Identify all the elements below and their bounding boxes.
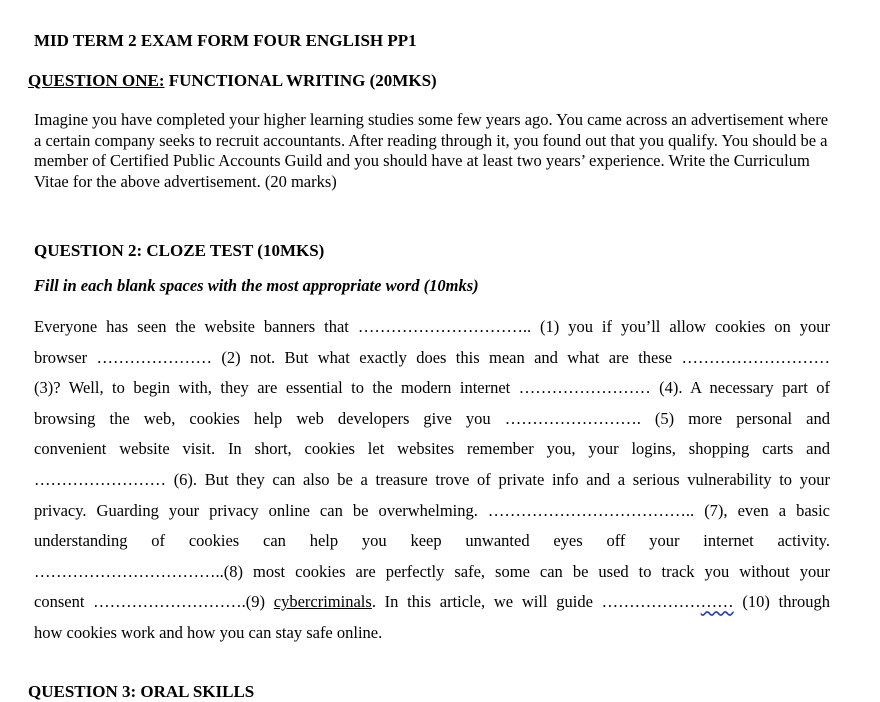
question-three-heading: QUESTION 3: ORAL SKILLS [28,682,255,701]
cloze-line: (3)? Well, to begin with, they are essential to the modern internet …………………… (4). A necessary part of [34,378,830,398]
exam-title: MID TERM 2 EXAM FORM FOUR ENGLISH PP1 [34,31,417,50]
question-one-heading [28,71,437,91]
cloze-line: privacy. Guarding your privacy online can be overwhelming. ……………………………….. (7), even a basic [34,500,830,520]
cloze-line: Everyone has seen the website banners that ………………………….. (1) you if you’ll allow cookies on your [34,317,830,336]
cloze-line-last: how cookies work and how you can stay safe online. [34,622,383,642]
question-one-heading-rest: FUNCTIONAL WRITING (20MKS) [164,71,437,90]
cloze-line: …………………… (6). But they can also be a treasure trove of private info and a serious vulnerability to your [34,469,830,489]
cloze-line: understanding of cookies can help you keep unwanted eyes off your internet activity. [34,531,830,551]
cloze-passage [34,312,830,649]
cloze-line: browsing the web, cookies help web developers give you ……………………. (5) more personal and [34,408,830,428]
question-two-heading: QUESTION 2: CLOZE TEST (10MKS) [34,241,325,260]
cloze-line-10-part-c: . In this article, we will guide ……………… [371,592,701,612]
cloze-line [34,587,830,618]
cloze-line-10-part-e: (10) through [733,592,830,612]
question-one-body: Imagine you have completed your higher learning studies some few years ago. You came across an advertisement where a certain company seeks to recruit accountants. After reading through it, you found out that you qualify. You should be a member of Certified Public Accounts Guild and you should have at least two years’ experience. Write the Curriculum Vitae for the above advertisement. (20 marks) [34,110,829,191]
spellcheck-squiggle: …… [700,592,734,612]
cloze-line: convenient website visit. In short, cookies let websites remember you, your logins, shopping carts and [34,439,830,459]
cloze-line: browser ………………… (2) not. But what exactly does this mean and what are these ……………………… [34,347,830,367]
cloze-line-10-part-a: consent ……………………….(9) [34,592,274,612]
question-one-heading-prefix: QUESTION ONE: [28,71,165,90]
cybercriminals-word: cybercriminals [273,592,372,612]
cloze-line: ……………………………..(8) most cookies are perfectly safe, some can be used to track you without your [34,561,830,581]
question-two-instruction: Fill in each blank spaces with the most appropriate word (10mks) [34,276,479,295]
